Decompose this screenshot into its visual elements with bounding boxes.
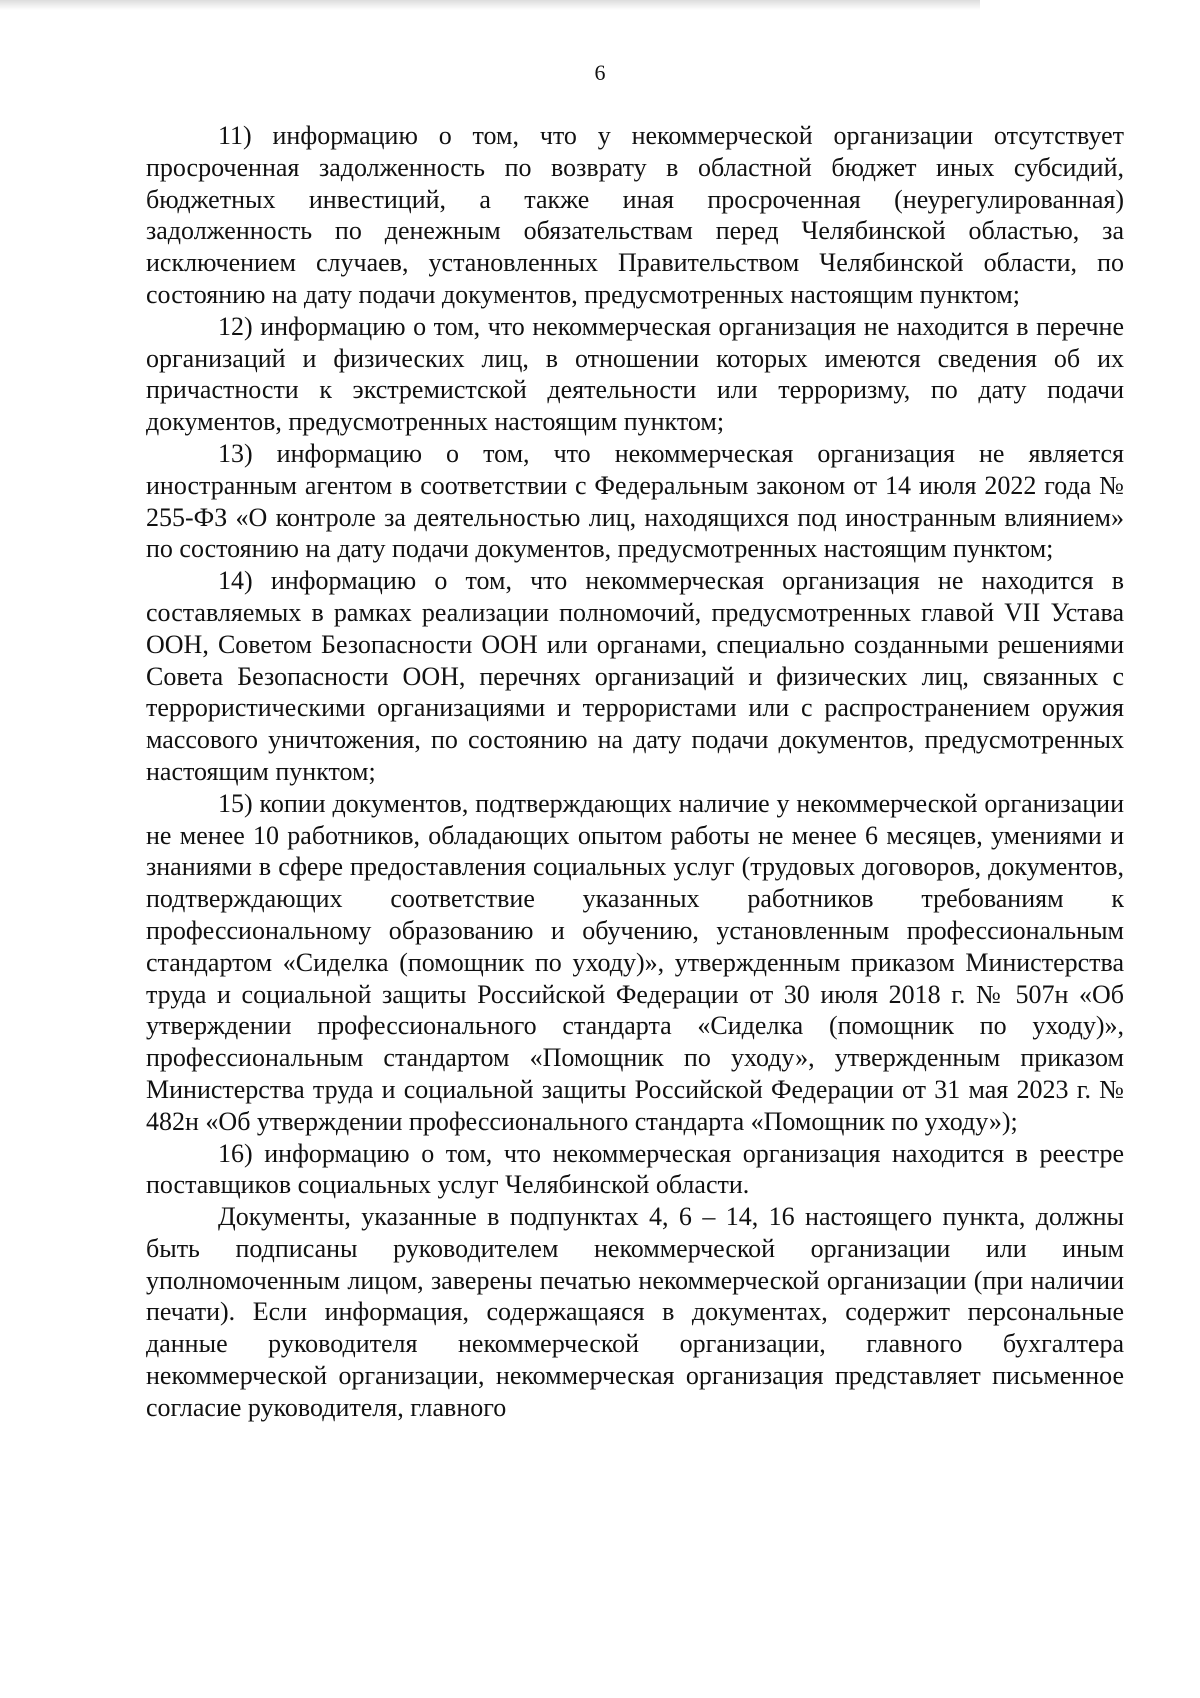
paragraph-item-16: 16) информацию о том, что некоммерческая организация находится в реестре поставщиков социальных услуг Челябинской области. [146, 1138, 1124, 1200]
page-number: 6 [594, 60, 606, 85]
paragraph-item-14: 14) информацию о том, что некоммерческая организация не находится в составляемых в рамках реализации полномочий, предусмотренных главой VII Устава ООН, Советом Безопасности ООН или органами, специально созданными решениями Совета Безопасности ООН, перечнях организаций и физических лиц, связанных с террористическими организациями и террористами или с распространением оружия массового уничтожения, по состоянию на дату подачи документов, предусмотренных настоящим пунктом; [146, 566, 1124, 786]
paragraph-documents-requirements: Документы, указанные в подпунктах 4, 6 – 14, 16 настоящего пункта, должны быть подписаны руководителем некоммерческой организации или иным уполномоченным лицом, заверены печатью некоммерческой организации (при наличии печати). Если информация, содержащаяся в документах, содержит персональные данные руководителя некоммерческой организации, главного бухгалтера некоммерческой организации, некоммерческая организация представляет письменное согласие руководителя, главного [146, 1202, 1124, 1422]
document-body [146, 120, 1124, 1424]
paragraph-item-11: 11) информацию о том, что у некоммерческой организации отсутствует просроченная задолженность по возврату в областной бюджет иных субсидий, бюджетных инвестиций, а также иная просроченная (неурегулированная) задолженность по денежным обязательствам перед Челябинской областью, за исключением случаев, установленных Правительством Челябинской области, по состоянию на дату подачи документов, предусмотренных настоящим пунктом; [146, 121, 1124, 309]
paragraph-item-13: 13) информацию о том, что некоммерческая организация не является иностранным агентом в соответствии с Федеральным законом от 14 июля 2022 года № 255-ФЗ «О контроле за деятельностью лиц, находящихся под иностранным влиянием» по состоянию на дату подачи документов, предусмотренных настоящим пунктом; [146, 438, 1124, 564]
paragraph-item-12: 12) информацию о том, что некоммерческая организация не находится в перечне организаций и физических лиц, в отношении которых имеются сведения об их причастности к экстремистской деятельности или терроризму, по дату подачи документов, предусмотренных настоящим пунктом; [146, 311, 1124, 437]
scan-edge-artifact [0, 0, 980, 10]
paragraph-item-15: 15) копии документов, подтверждающих наличие у некоммерческой организации не менее 10 работников, обладающих опытом работы не менее 6 месяцев, умениями и знаниями в сфере предоставления социальных услуг (трудовых договоров, документов, подтверждающих соответствие указанных работников требованиям к профессиональному образованию и обучению, установленным профессиональным стандартом «Сиделка (помощник по уходу)», утвержденным приказом Министерства труда и социальной защиты Российской Федерации от 30 июля 2018 г. № 507н «Об утверждении профессионального стандарта «Сиделка (помощник по уходу)», профессиональным стандартом «Помощник по уходу», утвержденным приказом Министерства труда и социальной защиты Российской Федерации от 31 мая 2023 г. № 482н «Об утверждении профессионального стандарта «Помощник по уходу»); [146, 788, 1124, 1136]
